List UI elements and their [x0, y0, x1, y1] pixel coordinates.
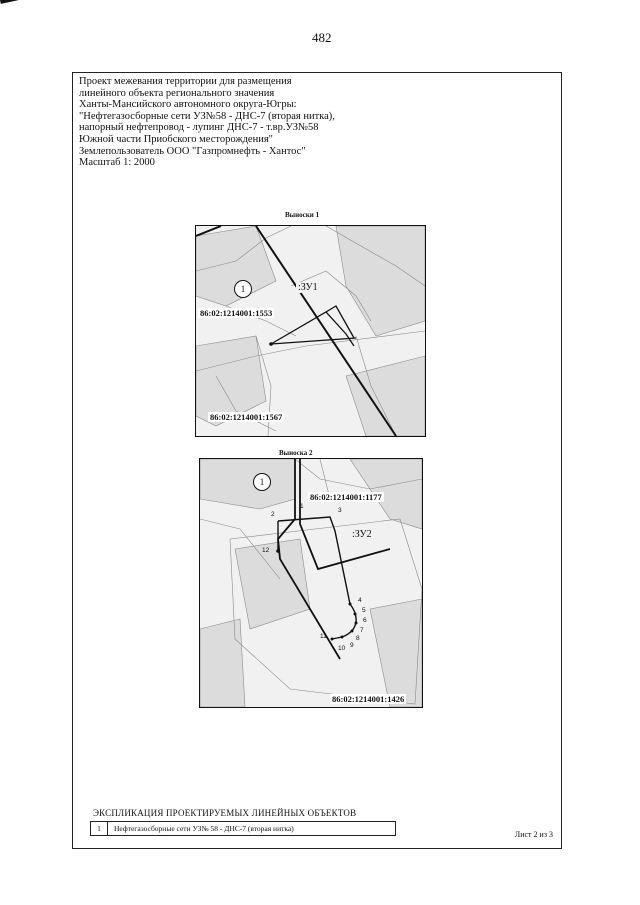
callout-2-marker: 1: [253, 473, 271, 491]
title-line: напорный нефтепровод - лупинг ДНС-7 - т.вр.УЗ№58: [79, 122, 319, 134]
callout-1-map-drawing: [196, 226, 425, 436]
title-line: линейного объекта регионального значения: [79, 87, 275, 99]
title-line: Ханты-Мансийского автономного округа-Югры:: [79, 99, 297, 111]
title-line: "Нефтегазосборные сети УЗ№58 - ДНС-7 (вторая нитка),: [79, 110, 335, 122]
drawing-sheet: [72, 72, 562, 849]
callout-2-map: [199, 458, 423, 708]
callout-1-parcel-label: 86:02:1214001:1567: [210, 412, 283, 422]
scan-edge-mark: [0, 0, 18, 4]
explication-row-name: Нефтегазосборные сети УЗ№ 58 - ДНС-7 (вторая нитка): [114, 824, 294, 833]
sheet-number: Лист 2 из 3: [514, 830, 553, 839]
explication-table: [90, 821, 396, 836]
boundary-point: 1: [300, 503, 304, 510]
callout-2-parcel-label: 86:02:1214001:1426: [332, 694, 405, 704]
title-block: [79, 76, 335, 169]
title-line: Южной части Приобского месторождения": [79, 133, 273, 145]
callout-2-zone-label: :ЗУ2: [352, 529, 372, 540]
boundary-point: 5: [362, 607, 366, 614]
boundary-point: 11: [320, 633, 327, 640]
explication-row-number: 1: [91, 822, 108, 835]
callout-1-zone-label: :ЗУ1: [298, 282, 318, 293]
title-line: Масштаб 1: 2000: [79, 157, 155, 169]
title-line: Землепользователь ООО "Газпромнефть - Хантос": [79, 145, 306, 157]
explication-title: ЭКСПЛИКАЦИЯ ПРОЕКТИРУЕМЫХ ЛИНЕЙНЫХ ОБЪЕКТОВ: [93, 808, 357, 818]
title-line: Проект межевания территории для размещения: [79, 76, 292, 87]
callout-2-title: Выноска 2: [279, 449, 313, 457]
boundary-point: 3: [338, 507, 342, 514]
callout-2-parcel-label: 86:02:1214001:1177: [310, 492, 382, 502]
boundary-point: 6: [363, 617, 367, 624]
boundary-point: 10: [338, 645, 346, 652]
callout-1-title: Выноски 1: [285, 211, 320, 219]
boundary-point: 2: [271, 511, 275, 518]
boundary-point: 8: [356, 635, 360, 642]
callout-1-marker: 1: [234, 280, 252, 298]
page-number: 482: [312, 30, 332, 45]
callout-1-parcel-label: 86:02:1214001:1553: [200, 308, 273, 318]
boundary-point: 9: [350, 642, 354, 649]
boundary-point: 12: [262, 547, 270, 554]
boundary-point: 7: [360, 627, 364, 634]
callout-1-map: [195, 225, 426, 437]
boundary-point: 4: [358, 597, 362, 604]
